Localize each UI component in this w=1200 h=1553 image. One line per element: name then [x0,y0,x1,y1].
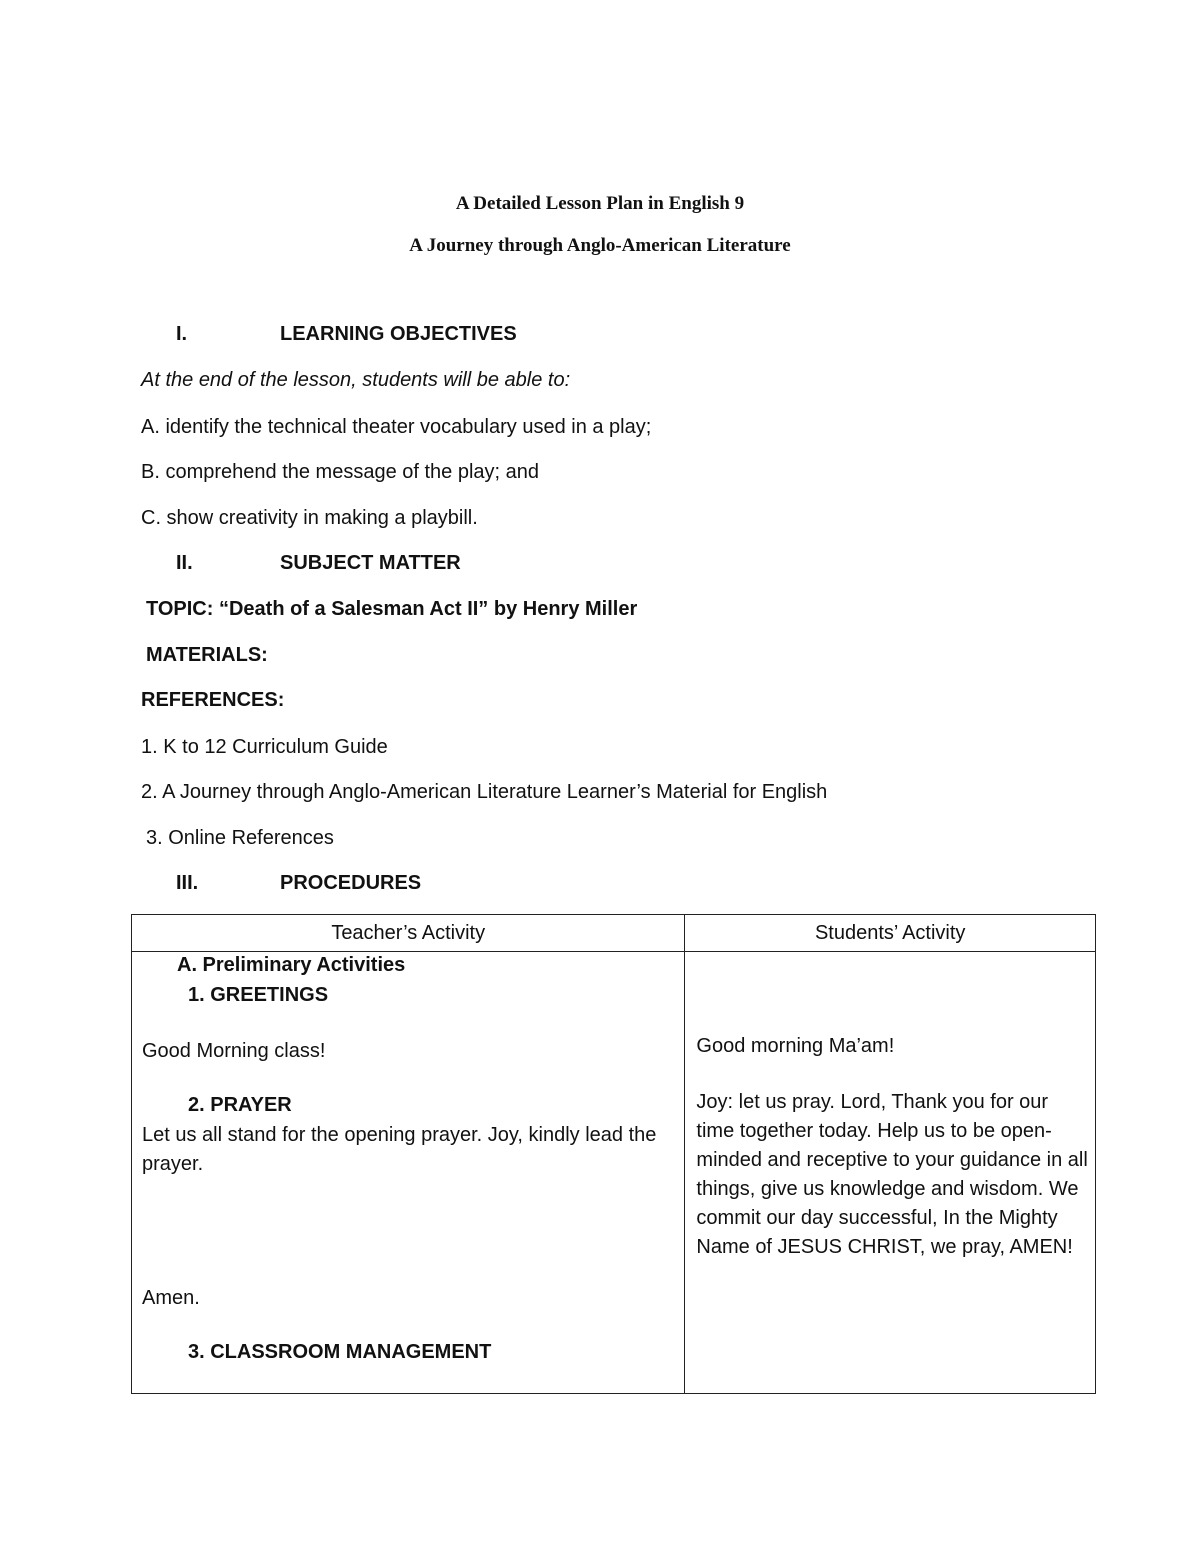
references-label: REFERENCES: [141,689,285,711]
students-activity-cell [685,952,1096,1394]
reference-item: 1. K to 12 Curriculum Guide [141,736,388,758]
header-students-activity: Students’ Activity [685,915,1096,952]
table-row [132,952,1096,1394]
prayer-heading: 2. PRAYER [188,1094,292,1116]
reference-item: 3. Online References [146,827,334,849]
table-header-row [132,915,1096,952]
section-heading-subject-matter [176,552,461,575]
students-prayer-text: Joy: let us pray. Lord, Thank you for our time together today. Help us to be open-minded and receptive to your guidance in all things, give us knowledge and wisdom. We commit our day successful, In the Mighty Name of JESUS CHRIST, we pray, AMEN! [696,1091,1088,1258]
section-label: SUBJECT MATTER [280,552,461,574]
procedures-table [131,914,1096,1394]
materials-label: MATERIALS: [146,644,268,666]
objectives-intro: At the end of the lesson, students will be able to: [141,369,571,391]
reference-item: 2. A Journey through Anglo-American Literature Learner’s Material for English [141,781,828,803]
greetings-heading: 1. GREETINGS [188,984,329,1006]
section-heading-procedures [176,872,421,895]
teacher-activity-cell [132,952,685,1394]
teacher-greeting: Good Morning class! [142,1040,326,1062]
section-number: III. [176,872,199,894]
header-teacher-activity: Teacher’s Activity [132,915,685,952]
section-label: LEARNING OBJECTIVES [280,323,517,345]
section-heading-objectives [176,323,517,346]
teacher-amen: Amen. [142,1287,200,1309]
students-greeting-reply: Good morning Ma’am! [696,1035,895,1057]
prayer-instruction: Let us all stand for the opening prayer. Joy, kindly lead the prayer. [142,1124,657,1175]
preliminary-activities-heading: A. Preliminary Activities [177,954,406,976]
objective-item: B. comprehend the message of the play; and [141,461,540,483]
section-number: II. [176,552,193,574]
objective-item: A. identify the technical theater vocabulary used in a play; [141,416,652,438]
document-title: A Detailed Lesson Plan in English 9 [455,193,745,214]
section-number: I. [176,323,188,345]
document-subtitle: A Journey through Anglo-American Literature [409,235,791,256]
topic-line: TOPIC: “Death of a Salesman Act II” by Henry Miller [146,598,638,620]
section-label: PROCEDURES [280,872,422,894]
objective-item: C. show creativity in making a playbill. [141,507,478,529]
classroom-management-heading: 3. CLASSROOM MANAGEMENT [188,1341,492,1363]
